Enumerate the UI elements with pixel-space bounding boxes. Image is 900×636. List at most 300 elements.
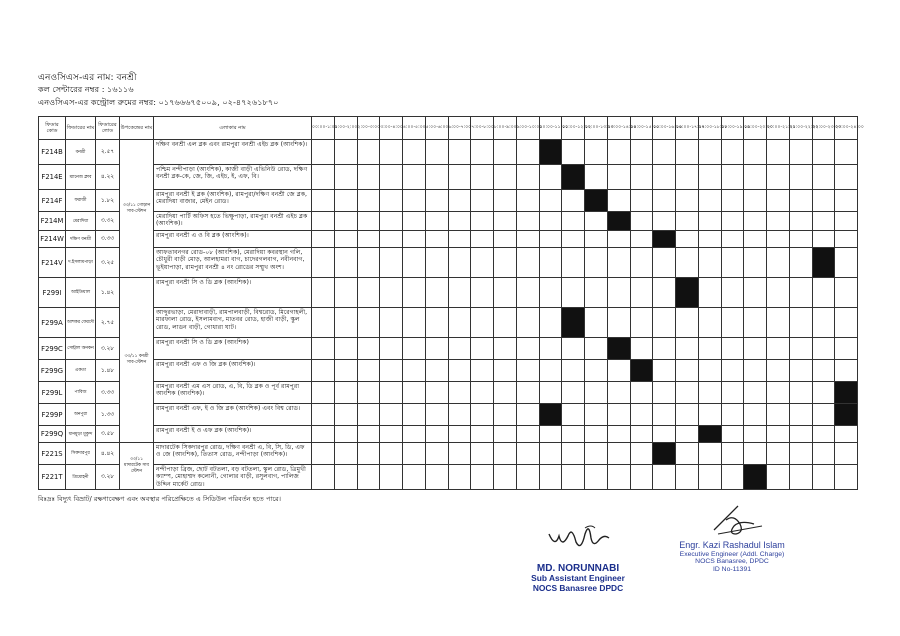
table-header-row [39,117,858,140]
outage-slot-empty [448,231,471,248]
outage-slot-empty [516,165,539,190]
header-time-slot: ১৯:০০-২০:০০ [744,117,767,140]
outage-slot-empty [357,360,380,382]
outage-slot-empty [698,248,721,278]
header-feeder-code: ফিডার কোড [39,117,66,140]
outage-slot-empty [835,443,858,465]
outage-slot-empty [698,140,721,165]
substation-name: ৩৩/১১ বনশ্রী সাব-স্টেশন [120,278,154,443]
outage-slot-empty [789,338,812,360]
outage-slot-empty [767,231,790,248]
outage-slot-empty [744,338,767,360]
outage-slot-empty [562,278,585,308]
outage-slot-empty [380,382,403,404]
outage-slot-empty [539,231,562,248]
outage-slot-empty [744,248,767,278]
outage-slot-empty [562,426,585,443]
outage-slot-empty [516,212,539,231]
area-name: রামপুরা বনশ্রী এম এস রোড, এ, বি, ডি ব্লক ও পূর্ব রামপুরা আংশিক (আংশিক)। [154,382,312,404]
outage-slot-empty [653,404,676,426]
outage-slot-empty [744,404,767,426]
feeder-load: ৩.৩৩ [96,231,120,248]
outage-slot-empty [630,338,653,360]
outage-slot-empty [403,278,426,308]
signature-block-right [657,541,807,573]
outage-slot-empty [812,382,835,404]
load-shedding-schedule-table [38,116,864,490]
table-row [39,443,858,465]
signatory-title-left: Sub Assistant Engineer [531,573,625,584]
outage-slot-empty [403,465,426,490]
outage-slot-empty [494,190,517,212]
outage-slot-marked [607,212,630,231]
outage-slot-empty [448,308,471,338]
outage-slot-empty [471,338,494,360]
outage-slot-empty [334,140,357,165]
outage-slot-empty [516,278,539,308]
outage-slot-empty [471,231,494,248]
feeder-name: অনপুরা [66,404,96,426]
outage-slot-empty [380,190,403,212]
outage-slot-empty [789,426,812,443]
outage-slot-empty [471,465,494,490]
outage-slot-empty [789,360,812,382]
outage-slot-empty [653,426,676,443]
feeder-name: মেরাদিয়া [66,212,96,231]
outage-slot-empty [425,212,448,231]
outage-slot-empty [767,443,790,465]
outage-slot-empty [380,308,403,338]
outage-slot-empty [721,231,744,248]
outage-slot-empty [676,465,699,490]
outage-slot-empty [607,426,630,443]
outage-slot-empty [357,231,380,248]
table-body [39,140,858,490]
outage-slot-empty [357,140,380,165]
feeder-code: F214E [39,165,66,190]
feeder-code: F221T [39,465,66,490]
outage-slot-empty [630,231,653,248]
table-row [39,338,858,360]
outage-slot-empty [698,212,721,231]
outage-slot-empty [448,248,471,278]
outage-slot-empty [607,231,630,248]
outage-slot-empty [425,360,448,382]
outage-slot-empty [425,308,448,338]
outage-slot-empty [835,212,858,231]
outage-slot-empty [516,140,539,165]
outage-slot-empty [721,278,744,308]
header-time-slot: ১৬:০০-১৭:০০ [676,117,699,140]
outage-slot-empty [676,231,699,248]
outage-slot-empty [585,360,608,382]
outage-slot-empty [744,165,767,190]
outage-slot-marked [698,426,721,443]
outage-slot-empty [789,248,812,278]
outage-slot-marked [562,165,585,190]
feeder-name: একতা [66,360,96,382]
header-time-slot: ১২:০০-১৩:০০ [585,117,608,140]
outage-slot-empty [585,140,608,165]
outage-slot-empty [494,231,517,248]
outage-slot-empty [334,278,357,308]
outage-slot-empty [607,140,630,165]
outage-slot-empty [653,360,676,382]
outage-slot-empty [812,231,835,248]
outage-slot-empty [653,165,676,190]
outage-slot-empty [380,212,403,231]
outage-slot-empty [494,382,517,404]
outage-slot-empty [767,140,790,165]
table-row [39,465,858,490]
outage-slot-empty [676,140,699,165]
outage-slot-empty [312,404,335,426]
outage-slot-empty [403,190,426,212]
signatory-title-right: Executive Engineer (Addl. Charge) [679,550,785,558]
outage-slot-empty [471,404,494,426]
outage-slot-empty [676,426,699,443]
outage-slot-empty [676,248,699,278]
outage-slot-empty [494,140,517,165]
outage-slot-empty [312,426,335,443]
footnote: বিঃদ্রঃ বিদ্যুৎ বিভ্রাট/ রক্ষণাবেক্ষণ এবং অবস্থার পরিপ্রেক্ষিতে এ সিডিউল পরিবর্তন হতে পারে। [38,495,281,503]
outage-slot-empty [585,278,608,308]
outage-slot-marked [607,338,630,360]
outage-slot-empty [812,360,835,382]
outage-slot-empty [516,231,539,248]
table-row [39,248,858,278]
outage-slot-empty [494,248,517,278]
outage-slot-empty [835,338,858,360]
table-row [39,231,858,248]
control-room-number: এনওসিএস-এর কন্ট্রোল রুমের নম্বর: ০১৭৬৬৬৭৫০০৯, ০২-৪৭২৬১৮৭০ [38,97,279,107]
outage-slot-empty [380,231,403,248]
outage-slot-empty [607,382,630,404]
outage-slot-empty [585,248,608,278]
outage-slot-empty [334,212,357,231]
outage-slot-empty [653,278,676,308]
outage-slot-empty [698,165,721,190]
outage-slot-empty [607,465,630,490]
outage-slot-empty [312,382,335,404]
feeder-load: ১.৩৩ [96,404,120,426]
feeder-name: আশকর ফেরদৌ [66,308,96,338]
area-name: রামপুরা বনশ্রী এফ ও জি ব্লক (আংশিক)। [154,360,312,382]
outage-slot-empty [471,443,494,465]
feeder-name: ফরাজী [66,190,96,212]
outage-slot-empty [562,212,585,231]
table-row [39,404,858,426]
signature-block-left [518,563,638,593]
outage-slot-marked [562,308,585,338]
outage-slot-empty [789,231,812,248]
outage-slot-empty [676,165,699,190]
outage-slot-empty [312,140,335,165]
outage-slot-empty [721,382,744,404]
header-substation-name: উপকেন্দ্রের নাম [120,117,154,140]
outage-slot-empty [312,278,335,308]
outage-slot-empty [539,443,562,465]
outage-slot-marked [835,404,858,426]
outage-slot-empty [607,404,630,426]
outage-slot-empty [744,190,767,212]
outage-slot-empty [789,190,812,212]
outage-slot-empty [425,404,448,426]
outage-slot-empty [471,360,494,382]
outage-slot-empty [698,338,721,360]
outage-slot-empty [585,338,608,360]
outage-slot-empty [539,165,562,190]
feeder-load: ৩.৩৩ [96,382,120,404]
header-time-slot: ১০:০০-১১:০০ [539,117,562,140]
outage-slot-empty [403,308,426,338]
outage-slot-empty [312,190,335,212]
table-row [39,140,858,165]
area-name: রামপুরা বনশ্রী ই ব্লক (আংশিক), রামপুরা/দক্ষিণ বনশ্রী জে ব্লক, মেরাদিয়া বাজার, মেইন রোড। [154,190,312,212]
outage-slot-empty [744,140,767,165]
outage-slot-empty [698,190,721,212]
outage-slot-empty [403,426,426,443]
outage-slot-empty [698,404,721,426]
outage-slot-empty [448,140,471,165]
outage-slot-empty [516,465,539,490]
outage-slot-empty [539,248,562,278]
feeder-load: ১.৮২ [96,190,120,212]
outage-slot-empty [425,231,448,248]
outage-slot-empty [562,140,585,165]
outage-slot-empty [403,248,426,278]
feeder-load: ৩.৩২ [96,212,120,231]
area-name: আব্দুরভাড়া, মেরাদাবাড়ী, রামপালবাড়ী, বিশ্বরোড, মিরেগাহলী, মারফালা রোড, ইসলামবাগ, মাতবর রোড, হাজী বাড়ী, স্কুল রোড, লাডন বাড়ী, গোধারা ঘাট। [154,308,312,338]
outage-slot-empty [607,360,630,382]
outage-slot-empty [562,404,585,426]
outage-slot-empty [721,308,744,338]
outage-slot-empty [767,212,790,231]
outage-slot-empty [357,404,380,426]
feeder-name: ত্রিমোহনী [66,465,96,490]
outage-slot-empty [835,190,858,212]
outage-slot-empty [448,190,471,212]
outage-slot-empty [539,212,562,231]
outage-slot-empty [812,212,835,231]
outage-slot-empty [789,382,812,404]
outage-slot-empty [516,426,539,443]
feeder-code: F299P [39,404,66,426]
feeder-load: ২.৭৫ [96,308,120,338]
outage-slot-empty [357,190,380,212]
nocs-name: এনওসিএস-এর নাম: বনশ্রী [38,72,137,83]
outage-slot-empty [607,443,630,465]
outage-slot-empty [448,443,471,465]
header-time-slot: ২:০০-৩:০০ [357,117,380,140]
outage-slot-empty [403,404,426,426]
outage-slot-marked [539,404,562,426]
area-name: রামপুরা বনশ্রী সি ও ডি ব্লক (আংশিক)। [154,278,312,308]
outage-slot-empty [539,338,562,360]
outage-slot-empty [380,165,403,190]
signatory-name-right: Engr. Kazi Rashadul Islam [679,540,785,550]
outage-slot-empty [357,443,380,465]
outage-slot-empty [653,382,676,404]
outage-slot-empty [630,140,653,165]
header-time-slot: ৯:০০-১০:০০ [516,117,539,140]
outage-slot-empty [744,278,767,308]
outage-slot-empty [767,165,790,190]
outage-slot-empty [585,426,608,443]
signatory-office-right: NOCS Banasree, DPDC [695,558,769,566]
outage-slot-empty [539,360,562,382]
header-time-slot: ১৮:০০-১৯:০০ [721,117,744,140]
header-time-slot: ১৩:০০-১৪:০০ [607,117,630,140]
outage-slot-empty [653,465,676,490]
header-time-slot: ২০:০০-২১:০০ [767,117,790,140]
signature-right-scribble [708,500,768,540]
outage-slot-empty [425,165,448,190]
feeder-code: F221S [39,443,66,465]
header-time-slot: ০০:০০-১:০০ [312,117,335,140]
outage-slot-empty [448,382,471,404]
area-name: মাদারটেক সিকদারপুর রোড, দক্ষিণ বনশ্রী এ, বি, সি, ডি, এফ ও জে (আংশিক), তিতাস রোড, নন্দীপাড়া (আংশিক)। [154,443,312,465]
outage-slot-empty [380,248,403,278]
call-center-number: কল সেন্টারের নম্বর : ১৬১১৬ [38,84,134,94]
outage-slot-empty [698,360,721,382]
outage-slot-empty [653,212,676,231]
outage-slot-empty [789,404,812,426]
outage-slot-empty [425,140,448,165]
outage-slot-empty [630,212,653,231]
outage-slot-empty [539,308,562,338]
outage-slot-empty [471,248,494,278]
feeder-code: F214M [39,212,66,231]
outage-slot-empty [312,231,335,248]
outage-slot-empty [312,308,335,338]
outage-slot-empty [698,443,721,465]
outage-slot-empty [721,443,744,465]
outage-slot-empty [494,338,517,360]
outage-slot-empty [357,465,380,490]
outage-slot-empty [607,278,630,308]
feeder-code: F299Q [39,426,66,443]
outage-slot-empty [744,360,767,382]
outage-slot-empty [721,338,744,360]
outage-slot-empty [403,382,426,404]
outage-slot-empty [516,443,539,465]
outage-slot-empty [448,278,471,308]
outage-slot-empty [653,190,676,212]
outage-slot-empty [607,248,630,278]
header-time-slot: ৩:০০-৪:০০ [380,117,403,140]
outage-slot-empty [312,248,335,278]
outage-slot-empty [835,465,858,490]
outage-slot-empty [539,426,562,443]
outage-slot-marked [585,190,608,212]
feeder-load: ২.৫৭ [96,140,120,165]
signature-left-scribble [545,514,615,552]
area-name: রামপুরা বনশ্রী ই ও এফ ব্লক (আংশিক)। [154,426,312,443]
outage-slot-empty [380,338,403,360]
outage-slot-empty [721,190,744,212]
outage-slot-empty [721,248,744,278]
outage-slot-marked [653,231,676,248]
outage-slot-empty [744,212,767,231]
outage-slot-empty [471,278,494,308]
feeder-name: দ.ইসলামপাড়া [66,248,96,278]
outage-slot-empty [744,382,767,404]
feeder-name: ধানমুড়া মুকুন্দ [66,426,96,443]
feeder-load: ৩.২৮ [96,465,120,490]
outage-slot-empty [744,231,767,248]
outage-slot-empty [334,404,357,426]
outage-slot-empty [494,308,517,338]
outage-slot-empty [562,443,585,465]
outage-slot-empty [585,212,608,231]
outage-slot-empty [494,426,517,443]
outage-slot-empty [698,465,721,490]
outage-slot-marked [653,443,676,465]
table-row [39,212,858,231]
header-time-slot: ৮:০০-৯:০০ [494,117,517,140]
outage-slot-empty [585,382,608,404]
outage-slot-empty [334,382,357,404]
outage-slot-empty [630,248,653,278]
outage-slot-empty [630,165,653,190]
substation-name: ৩৩/১১ গোড়ান সাব-স্টেশন [120,140,154,278]
outage-slot-empty [471,426,494,443]
outage-slot-empty [448,465,471,490]
outage-slot-empty [380,140,403,165]
outage-slot-empty [516,360,539,382]
outage-slot-empty [789,465,812,490]
outage-slot-empty [562,360,585,382]
outage-slot-empty [767,308,790,338]
header-time-slot: ৫:০০-৬:০০ [425,117,448,140]
outage-slot-empty [471,165,494,190]
outage-slot-empty [494,360,517,382]
header-time-slot: ২৩:০০-২৪:০০ [835,117,858,140]
outage-slot-empty [425,465,448,490]
outage-slot-empty [380,404,403,426]
outage-slot-empty [585,404,608,426]
outage-slot-empty [789,140,812,165]
outage-slot-empty [630,404,653,426]
outage-slot-empty [471,190,494,212]
outage-slot-marked [676,278,699,308]
outage-slot-empty [767,278,790,308]
header-time-slot: ১১:০০-১২:০০ [562,117,585,140]
outage-slot-empty [812,443,835,465]
outage-slot-empty [448,338,471,360]
outage-slot-empty [312,465,335,490]
outage-slot-empty [334,443,357,465]
outage-slot-empty [812,338,835,360]
outage-slot-empty [562,248,585,278]
outage-slot-empty [653,248,676,278]
outage-slot-empty [334,190,357,212]
outage-slot-empty [698,382,721,404]
outage-slot-empty [767,248,790,278]
outage-slot-empty [721,426,744,443]
feeder-name: সিকদারপুর [66,443,96,465]
table-row [39,278,858,308]
outage-slot-empty [494,165,517,190]
outage-slot-empty [425,190,448,212]
signatory-office-left: NOCS Banasree DPDC [532,582,624,593]
outage-slot-empty [812,465,835,490]
outage-slot-empty [425,382,448,404]
header-feeder-load: ফিডারের লোড [96,117,120,140]
outage-slot-empty [334,338,357,360]
outage-slot-empty [312,360,335,382]
